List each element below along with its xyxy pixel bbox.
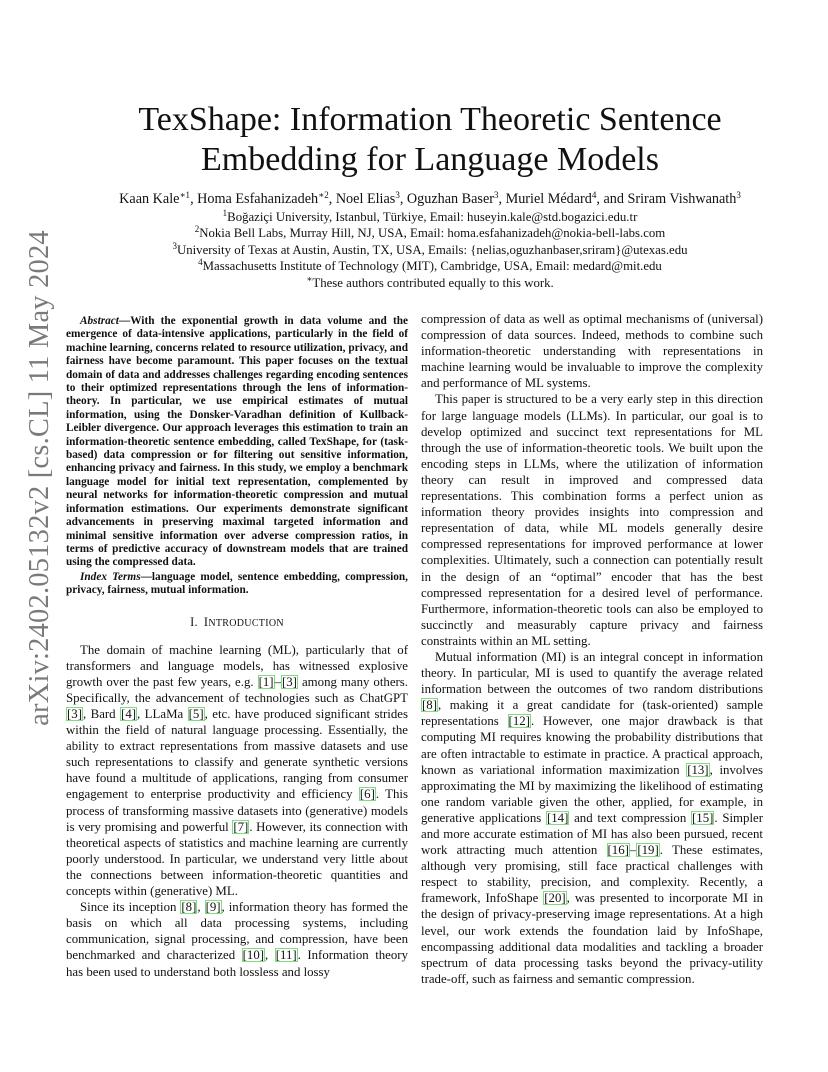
arxiv-identifier-text: arXiv:2402.05132v2 [cs.CL] 11 May 2024 (24, 229, 55, 726)
citation-link[interactable]: [9] (205, 900, 221, 915)
citation-link[interactable]: [8] (181, 900, 197, 915)
citation-link[interactable]: [1] (258, 674, 274, 689)
right-column (421, 311, 763, 987)
citation-link[interactable]: [5] (188, 707, 204, 721)
author-marker: 4 (591, 190, 597, 200)
abstract (66, 315, 408, 570)
affiliation-marker: 3 (172, 240, 177, 251)
affiliation-text: University of Texas at Austin, Austin, TX, USA, Emails: {nelias,oguzhanbaser,sriram}@utexas.edu (176, 242, 688, 257)
paragraph-text: , (197, 900, 205, 915)
author-marker: ∗2 (318, 190, 329, 200)
paragraph-text: – (629, 843, 637, 858)
affiliation-text: Massachusetts Institute of Technology (MIT), Cambridge, USA, Email: medard@mit.edu (202, 259, 662, 274)
author: , and Sriram Vishwanath (596, 191, 737, 207)
paragraph-text: . Information theory has been used to understand both lossless and lossy (66, 948, 408, 979)
citation-link[interactable]: [20] (544, 891, 566, 906)
citation-link[interactable]: [13] (687, 762, 709, 777)
citation-link[interactable]: [16] (607, 843, 629, 858)
citation-link[interactable]: [8] (422, 698, 437, 713)
paragraph-text: . This process of transforming massive datasets into (generative) models is very promising and powerful (66, 787, 409, 834)
author: Kaan Kale (119, 191, 180, 207)
paragraph (66, 642, 408, 900)
paragraph-text: , (265, 948, 275, 963)
citation-link[interactable]: [10] (242, 948, 265, 963)
author-marker: 3 (395, 190, 400, 200)
section-title-initial: I (203, 614, 209, 629)
paragraph-text: among many others. Specifically, the advancement of technologies such as ChatGPT (66, 674, 409, 705)
author: , Muriel Médard (498, 191, 592, 207)
affiliation-marker: ∗ (306, 273, 313, 284)
affiliation-marker: 4 (198, 257, 203, 268)
paragraph-text: . However, one major drawback is that computing MI requires knowing the probability distributions that are often intractable to estimate in practice. A practical approach, known as variational information maximization (421, 714, 763, 777)
affiliation-text: Nokia Bell Labs, Murray Hill, NJ, USA, Email: homa.esfahanizadeh@nokia-bell-labs.com (199, 226, 666, 241)
citation-link[interactable]: [12] (508, 714, 530, 729)
citation-link[interactable]: [14] (546, 810, 569, 825)
paragraph-text: . However, its connection with theoretical aspects of statistics and machine learning are currently poorly understood. In particular, we understand very little about the connections between information-theoretic quantities and concepts within (generative) ML. (66, 819, 408, 899)
paragraph-text: , making it a great candidate for (task-oriented) sample representations (421, 698, 763, 729)
paragraph-text: . These estimates, although very promising, still face practical challenges with respect to stability, precision, and complexity. Recently, a framework, InfoShape (421, 843, 763, 906)
affiliation-line (70, 242, 790, 258)
affiliation-marker: 1 (222, 208, 228, 218)
paragraph-text: Since its inception (80, 900, 181, 915)
paragraph-text: Mutual information (MI) is an integral concept in information theory. In particular, MI is used to quantify the average related information between the outcomes of two random distributions (421, 649, 763, 697)
paragraph-text: The domain of machine learning (ML), particularly that of transformers and language models, has witnessed explosive growth over the past few years, e.g. (66, 642, 408, 689)
index-terms-text: —language model, sentence embedding, compression, privacy, fairness, mutual information. (66, 570, 408, 597)
arxiv-identifier (22, 229, 58, 726)
paragraph-text: . Simpler and more accurate estimation of MI has also been pursued, recent work attracting much attention (421, 810, 764, 858)
paper-title: TexShape: Information Theoretic Sentence Embedding for Language Models (138, 101, 722, 178)
affiliations (70, 209, 790, 291)
citation-link[interactable]: [19] (637, 843, 659, 858)
section-heading-introduction (66, 614, 408, 632)
author: , Oguzhan Baser (399, 191, 494, 207)
author-marker: 3 (736, 190, 741, 200)
section-number: I. (190, 614, 198, 629)
paragraph: compression of data as well as optimal mechanisms of (universal) compression of data sources. Indeed, methods to combine such information-theoretic understanding with representations in machine learning would be invaluable to improve the complexity and performance of ML systems. (421, 312, 763, 391)
affiliation-line (70, 258, 790, 274)
affiliation-line (70, 225, 790, 241)
paragraph-text: , involves approximating the MI by maximizing the likelihood of estimating one random variable given the other, applied, for example, in generative applications (421, 762, 763, 825)
author-list (70, 190, 790, 208)
citation-link[interactable]: [4] (121, 707, 137, 721)
paragraph-text: , Bard (82, 707, 121, 721)
abstract-lead: Abstract (80, 315, 119, 327)
paragraph-text: , etc. have produced significant strides within the field of natural language processing. Essentially, the ability to extract representations from massive datasets and use such representations to classify and generate synthetic versions have found a multitude of applications, ranging from consumer engagement to enterprise productivity and efficiency (66, 707, 408, 802)
section-title-rest: NTRODUCTION (208, 617, 284, 629)
paragraph-text: and text compression (569, 810, 691, 825)
affiliation-text: These authors contributed equally to this work. (312, 275, 554, 290)
abstract-text: —With the exponential growth in data volume and the emergence of data-intensive applications, particularly in the field of machine learning, concerns related to resource utilization, privacy, and fairness have become paramount. This paper focuses on the textual domain of data and addresses challenges regarding encoding sentences to their optimized representations through the lens of information-theory. In particular, we use empirical estimates of mutual information, using the Donsker-Varadhan definition of Kullback-Leibler divergence. Our approach leverages this estimation to train an information-theoretic sentence embedding, called TexShape, for (task-based) data compression or for filtering out sensitive information, enhancing privacy and fairness. In this study, we employ a benchmark language model for initial text representation, complemented by neural networks for information-theoretic compression and mutual information estimations. Our experiments demonstrate significant advancements in preserving maximal targeted information and minimal sensitive information over adverse compression ratios, in terms of predictive accuracy of downstream models that are trained using the compressed data. (66, 315, 408, 569)
affiliation-marker: 2 (194, 224, 200, 235)
left-column (66, 315, 408, 980)
citation-link[interactable]: [6] (359, 787, 375, 802)
author-marker: ∗1 (179, 190, 191, 200)
citation-link[interactable]: [11] (275, 948, 297, 963)
index-terms-lead: Index Terms (80, 570, 141, 583)
paragraph-text: , information theory has formed the basis on which all data processing systems, including communication, signal processing, and compression, have been benchmarked and characterized (66, 900, 408, 963)
affiliation-text: Boğaziçi University, Istanbul, Türkiye, Email: huseyin.kale@std.bogazici.edu.tr (227, 210, 638, 224)
author-marker: 3 (493, 190, 499, 200)
author: , Homa Esfahanizadeh (190, 191, 319, 207)
citation-link[interactable]: [15] (692, 810, 714, 825)
paragraph-text: , LLaMa (137, 707, 188, 721)
paragraph-text: – (274, 674, 281, 689)
affiliation-line (70, 275, 790, 291)
citation-link[interactable]: [7] (233, 819, 249, 834)
paragraph (421, 649, 763, 987)
index-terms (66, 571, 408, 598)
paragraph (66, 899, 408, 979)
affiliation-line (70, 209, 790, 225)
citation-link[interactable]: [3] (281, 674, 297, 689)
paragraph: This paper is structured to be a very early step in this direction for large language models (LLMs). In particular, our goal is to develop optimized and succinct text representations for ML through the use of information-theoretic tools. We built upon the encoding steps in LLMs, where the utilization of information theory can result in improved and compressed data representations. This combination forms a perfect union as information theory provides insights into compression and representation of data, while ML models generally desire compressed representations for improved performance at lower complexities. Ultimately, such a connection can potentially result in the design of an “optimal” encoder that has the best compressed representation for a desired level of performance. Furthermore, information-theoretic tools can also be employed to succinctly and measurably capture privacy and fairness constraints within an ML setting. (421, 392, 763, 648)
author: , Noel Elias (328, 191, 396, 207)
paragraph-text: , was presented to incorporate MI in the design of privacy-preserving image representations. At a high level, our work extends the foundation laid by InfoShape, encompassing additional data modalities and tackling a broader spectrum of data processing tasks beyond the privacy-utility trade-off, such as fairness and semantic compression. (421, 891, 763, 986)
citation-link[interactable]: [3] (67, 707, 82, 721)
